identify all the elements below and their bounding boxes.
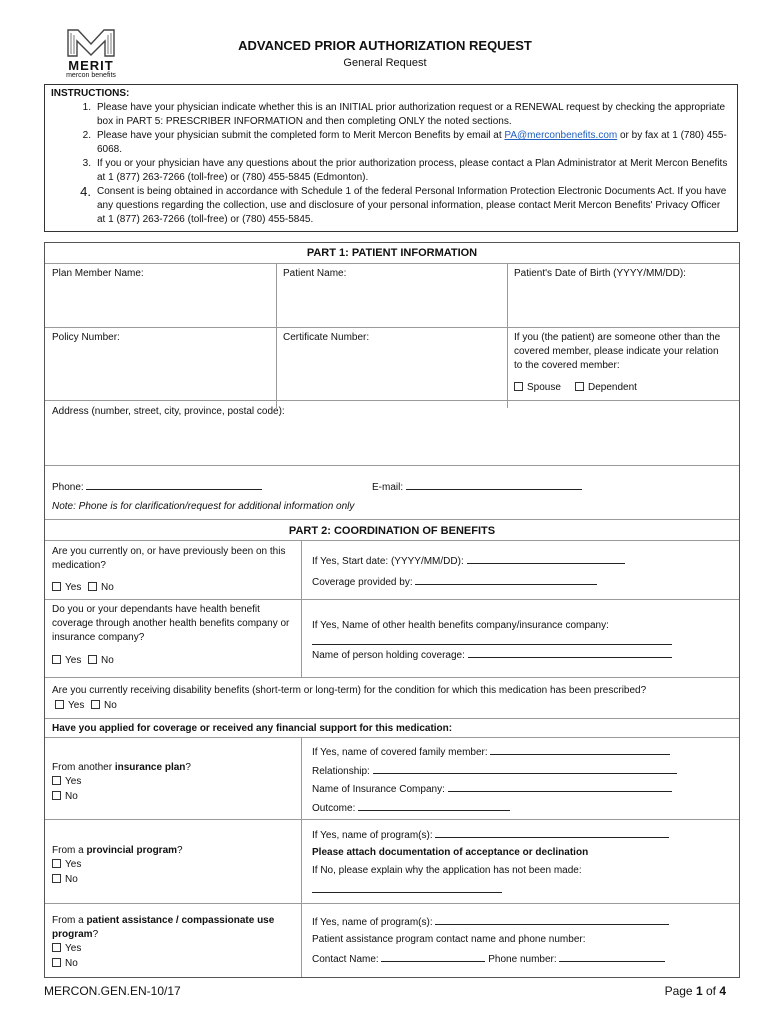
instructions-box [44,84,738,232]
document-title: ADVANCED PRIOR AUTHORIZATION REQUEST [238,38,532,53]
q-other-coverage: Do you or your dependants have health benefit coverage through another health benefits company or insurance company? [52,604,290,643]
phone-field[interactable]: Phone: [52,479,262,495]
checkbox-icon[interactable] [52,776,61,785]
checkbox-icon[interactable] [52,943,61,952]
relation-question: If you (the patient) are someone other than the covered member, please indicate your relation to the covered member: [514,332,721,371]
from-insurance-plan: From another insurance plan? [52,762,191,773]
checkbox-icon[interactable] [91,700,100,709]
other-company-field[interactable]: If Yes, Name of other health benefits company/insurance company: [312,620,609,631]
checkbox-icon[interactable] [575,382,584,391]
certificate-number-field[interactable]: Certificate Number: [283,332,370,343]
pap-yes-option[interactable]: Yes [52,942,81,956]
explain-no-application-field[interactable]: If No, please explain why the application has not been made: [312,865,582,876]
pap-program-name-field[interactable]: If Yes, name of program(s): [312,914,669,930]
q3-yes-option[interactable]: Yes [55,699,84,713]
q1-no-option[interactable]: No [88,581,114,595]
patient-dob-field[interactable]: Patient's Date of Birth (YYYY/MM/DD): [514,268,686,279]
form-table [44,242,740,978]
q1-yes-option[interactable]: Yes [52,581,81,595]
form-code: MERCON.GEN.EN-10/17 [44,984,181,998]
explain-line[interactable] [312,882,502,898]
checkbox-icon[interactable] [88,655,97,664]
address-field[interactable]: Address (number, street, city, province, postal code): [52,406,285,417]
email-link[interactable]: PA@merconbenefits.com [504,130,618,141]
dependent-option[interactable]: Dependent [575,381,637,395]
insurance-company-field[interactable]: Name of Insurance Company: [312,781,672,797]
instruction-item: 2. Please have your physician submit the completed form to Merit Mercon Benefits by email at PA@merconbenefits.com or by fax at 1 (780) 455-6068. [82,130,727,155]
checkbox-icon[interactable] [52,655,61,664]
ins-yes-option[interactable]: Yes [52,775,81,789]
q-current-medication: Are you currently on, or have previously been on this medication? [52,546,286,571]
provincial-program-name-field[interactable]: If Yes, name of program(s): [312,827,669,843]
attach-documentation-note: Please attach documentation of acceptance or declination [312,847,589,858]
checkbox-icon[interactable] [55,700,64,709]
email-field[interactable]: E-mail: [372,479,582,495]
q-financial-support: Have you applied for coverage or received any financial support for this medication: [52,723,453,734]
checkbox-icon[interactable] [514,382,523,391]
q2-no-option[interactable]: No [88,654,114,668]
instruction-item: 1. Please have your physician indicate whether this is an INITIAL prior authorization request or a RENEWAL request by checking the appropriate box in PART 5: PRESCRIBER INFORMATION and then completing ONLY the noted sections. [82,102,726,127]
ins-no-option[interactable]: No [52,790,78,804]
checkbox-icon[interactable] [52,582,61,591]
q2-yes-option[interactable]: Yes [52,654,81,668]
checkbox-icon[interactable] [52,958,61,967]
q-disability-benefits: Are you currently receiving disability benefits (short-term or long-term) for the condition for which this medication has been prescribed? [52,685,647,696]
q3-no-option[interactable]: No [91,699,117,713]
contact-name-field[interactable]: Contact Name: Phone number: [312,951,665,967]
document-subtitle: General Request [343,57,427,69]
spouse-option[interactable]: Spouse [514,381,561,395]
plan-member-name-field[interactable]: Plan Member Name: [52,268,144,279]
phone-number-field[interactable]: Phone number: [488,954,557,965]
from-provincial-program: From a provincial program? [52,845,183,856]
prov-no-option[interactable]: No [52,873,78,887]
patient-name-field[interactable]: Patient Name: [283,268,347,279]
covered-family-member-field[interactable]: If Yes, name of covered family member: [312,744,670,760]
coverage-provided-field[interactable]: Coverage provided by: [312,574,597,590]
part2-header: PART 2: COORDINATION OF BENEFITS [288,525,496,537]
pap-no-option[interactable]: No [52,957,78,971]
phone-note: Note: Phone is for clarification/request for additional information only [52,501,355,512]
relationship-field[interactable]: Relationship: [312,763,677,779]
page-number: Page 1 of 4 [664,984,726,998]
prov-yes-option[interactable]: Yes [52,858,81,872]
logo-subtitle: mercon benefits [66,72,116,79]
instruction-item: 4. Consent is being obtained in accordance with Schedule 1 of the federal Personal Information Protection Electronic Documents Act. If you have any questions regarding the collection, use and disclosure of your personal information, please contact Merit Mercon Benefits' Privacy Officer at 1 (877) 263-7266 (toll-free) or (780) 455-5845. [80,184,727,225]
checkbox-icon[interactable] [52,791,61,800]
policy-number-field[interactable]: Policy Number: [52,332,120,343]
coverage-holder-field[interactable]: Name of person holding coverage: [312,647,672,663]
from-patient-assistance-program: From a patient assistance / compassionate use program? [52,915,275,940]
checkbox-icon[interactable] [88,582,97,591]
outcome-field[interactable]: Outcome: [312,800,510,816]
start-date-field[interactable]: If Yes, Start date: (YYYY/MM/DD): [312,553,625,569]
part1-header: PART 1: PATIENT INFORMATION [306,247,478,259]
pap-contact-field[interactable]: Patient assistance program contact name and phone number: [312,934,586,945]
instruction-item: 3. If you or your physician have any questions about the prior authorization process, please contact a Plan Administrator at Merit Mercon Benefits at 1 (877) 263-7266 (toll-free) or (780) 455-5845 (Edmonton). [82,158,728,183]
checkbox-icon[interactable] [52,859,61,868]
logo-brand: MERIT [68,58,114,73]
checkbox-icon[interactable] [52,874,61,883]
instructions-heading: INSTRUCTIONS: [51,88,130,99]
